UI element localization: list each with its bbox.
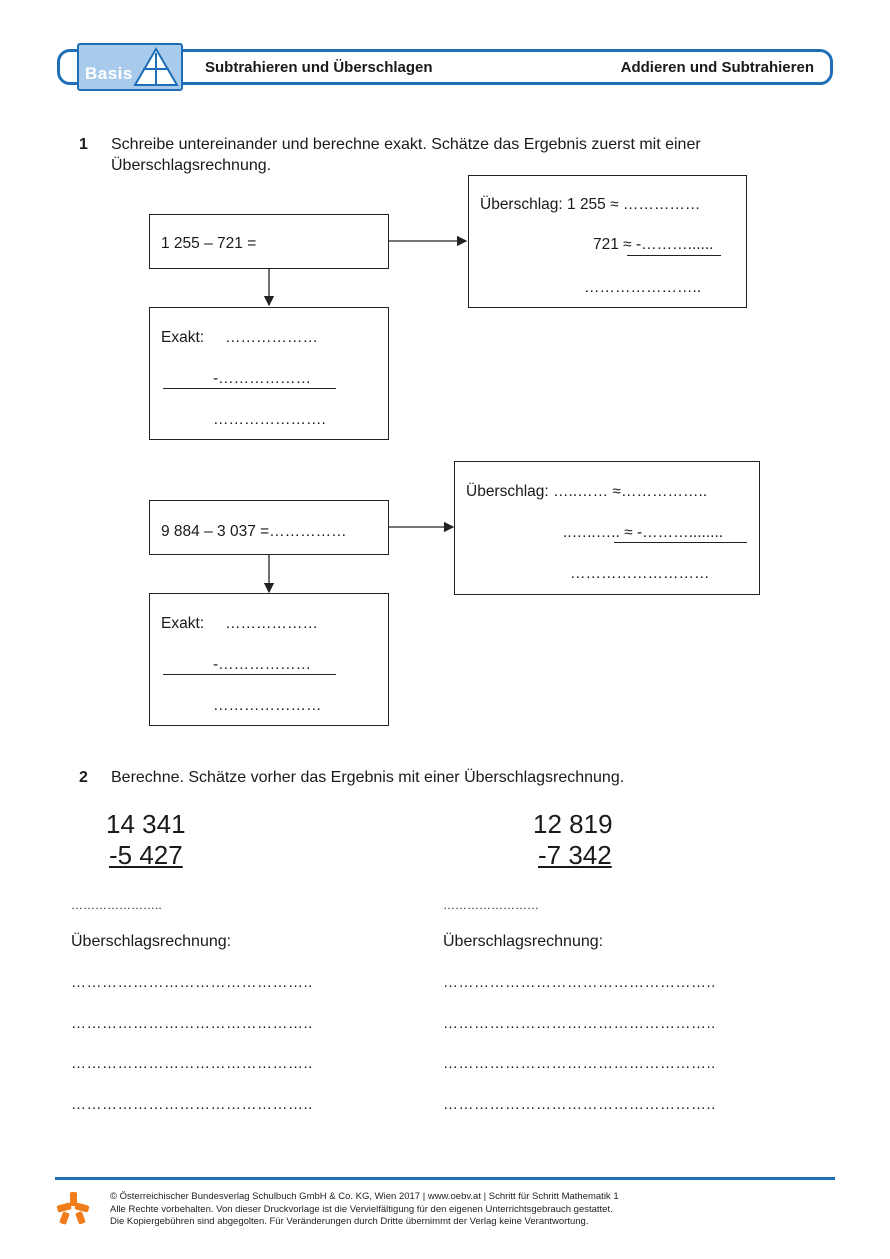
exact-line: ………………	[225, 329, 318, 346]
footer-divider	[55, 1177, 835, 1180]
answer-line: ………………………………………..	[71, 1096, 313, 1113]
exact-line: ………………	[225, 615, 318, 632]
exact-label: Exakt:	[161, 615, 205, 632]
answer-line: ……………………………………………..	[443, 1015, 716, 1032]
badge-label: Basis	[85, 64, 133, 83]
answer-line: ………………………………………..	[71, 974, 313, 991]
result-line: …………………..	[71, 898, 162, 912]
estimate-box	[454, 461, 760, 595]
equation-box	[149, 500, 389, 555]
task-number: 2	[79, 769, 88, 786]
answer-line: ………………………………………..	[71, 1055, 313, 1072]
task-instruction: Schreibe untereinander und berechne exakt. Schätze das Ergebnis zuerst mit einer Überschlagsrechnung.	[111, 136, 701, 174]
result-line: ……………………	[443, 898, 539, 912]
equation-text: 1 255 – 721 =	[161, 235, 257, 252]
exact-label: Exakt:	[161, 329, 205, 346]
footer-copyright	[110, 1191, 619, 1229]
subtrahend: -5 427	[109, 840, 183, 870]
chapter-title: Addieren und Subtrahieren	[620, 59, 814, 76]
exact-result-line: …………………	[213, 697, 322, 714]
answer-line: ……………………………………………..	[443, 974, 716, 991]
footer-line: © Österreichischer Bundesverlag Schulbuch GmbH & Co. KG, Wien 2017 | www.oebv.at | Schritt für Schritt Mathematik 1	[110, 1191, 619, 1202]
estimate-label: Überschlagsrechnung:	[71, 933, 232, 950]
estimate-line: ..…..….. ≈ -………........	[563, 524, 724, 541]
exact-line: -………………	[213, 656, 312, 673]
estimate-line: Überschlag: 1 255 ≈ ……………	[480, 196, 701, 213]
answer-line: ………………………………………..	[71, 1015, 313, 1032]
footer-line: Die Kopiergebühren sind abgegolten. Für Veränderungen durch Dritte übernimmt der Verlag keine Verantwortung.	[110, 1216, 589, 1227]
estimate-result-line: ………………………	[570, 565, 710, 582]
exact-line: -………………	[213, 370, 312, 387]
task-instruction: Berechne. Schätze vorher das Ergebnis mit einer Überschlagsrechnung.	[111, 769, 625, 786]
exact-result-line: ………………….	[213, 411, 326, 428]
estimate-line: 721 ≈ -………......	[593, 236, 714, 253]
estimate-underline	[614, 542, 747, 543]
footer-line: Alle Rechte vorbehalten. Von dieser Druckvorlage ist die Vervielfältigung für den eigenen Unterrichtsgebrauch gestattet.	[110, 1203, 613, 1215]
publisher-logo-icon	[55, 1190, 91, 1226]
task-number: 1	[79, 136, 88, 153]
exact-underline	[163, 674, 336, 675]
answer-line: ……………………………………………..	[443, 1096, 716, 1113]
answer-line: ……………………………………………..	[443, 1055, 716, 1072]
exact-box	[149, 593, 389, 726]
estimate-line: Überschlag: …..…… ≈……………..	[466, 483, 708, 500]
estimate-label: Überschlagsrechnung:	[443, 933, 604, 950]
estimate-result-line: …………………..	[584, 279, 702, 296]
equation-text: 9 884 – 3 037 =……………	[161, 523, 347, 540]
worksheet-title: Subtrahieren und Überschlagen	[205, 59, 433, 76]
minuend: 12 819	[533, 809, 613, 839]
minuend: 14 341	[106, 809, 186, 839]
subtrahend: -7 342	[538, 840, 612, 870]
